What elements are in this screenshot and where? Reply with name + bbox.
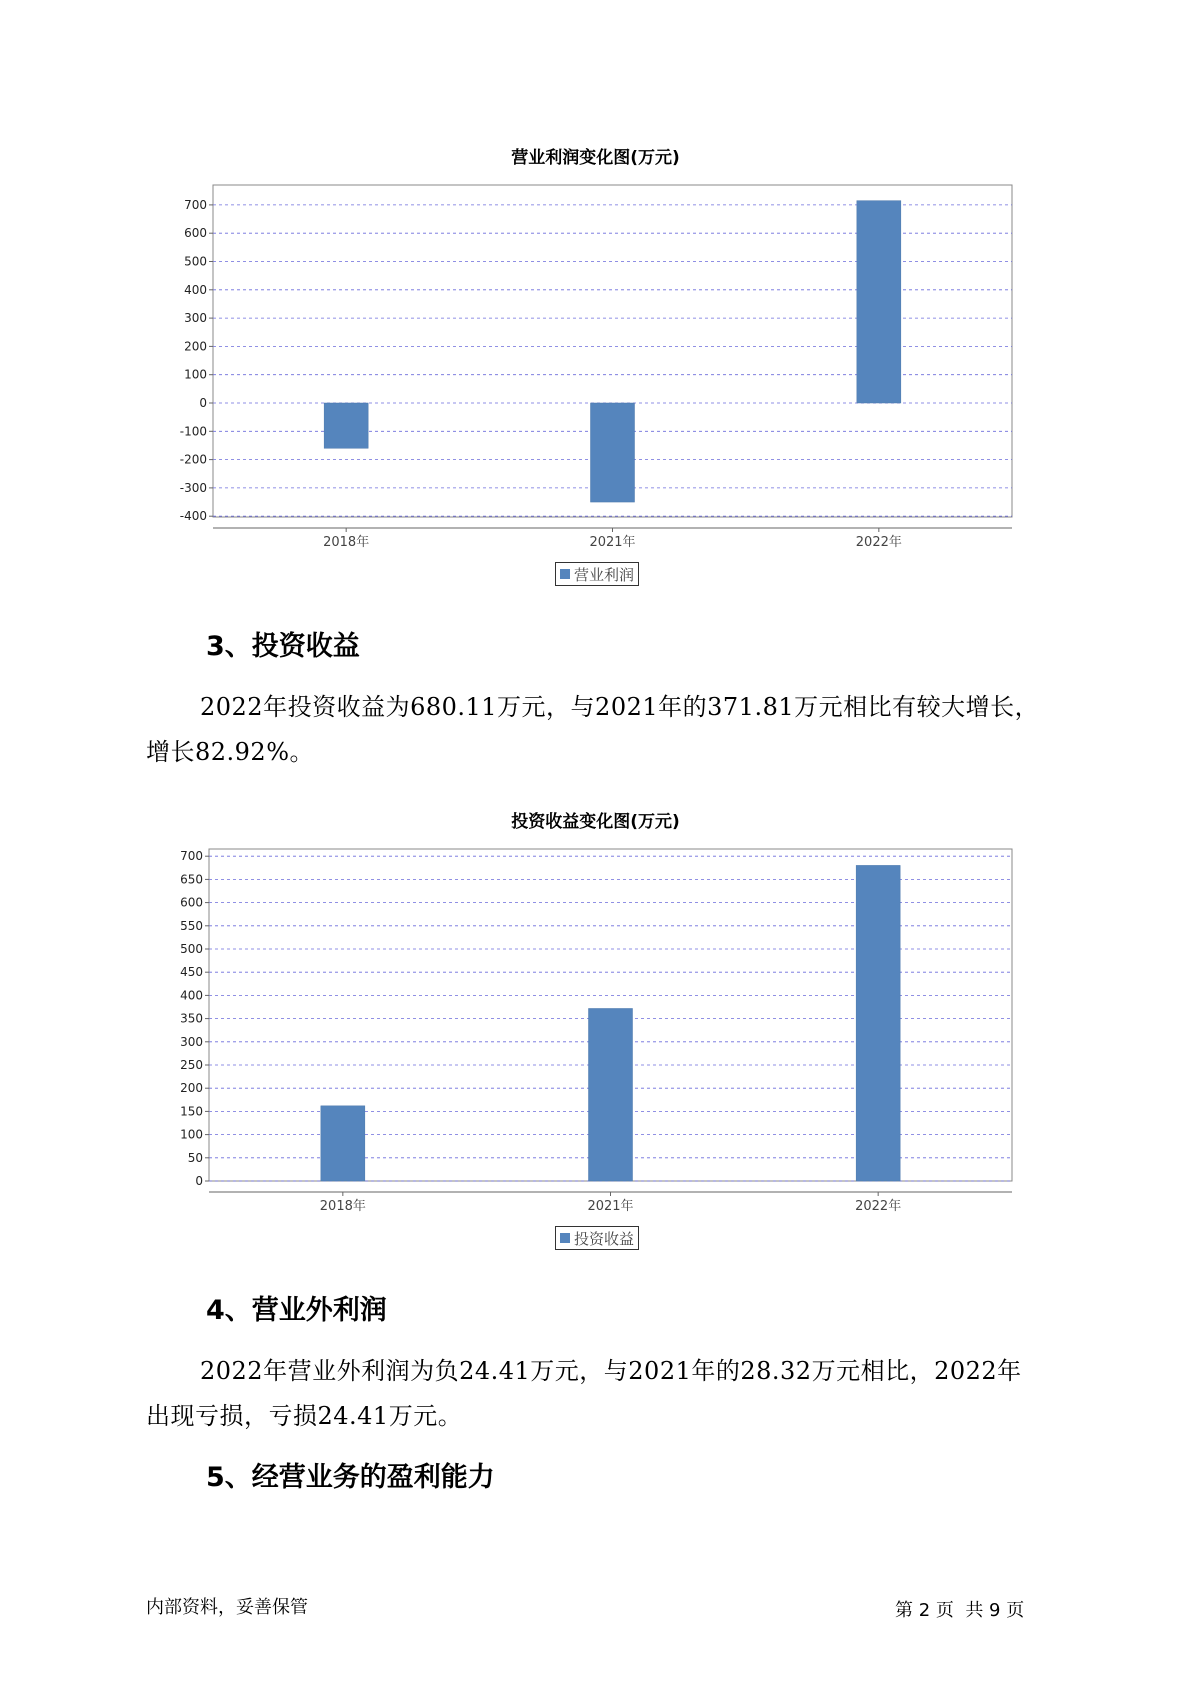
chart1-x-tick-label: 2018年 <box>323 535 370 550</box>
chart1-x-tick-label: 2021年 <box>589 535 636 550</box>
chart1-title: 营业利润变化图(万元) <box>511 148 680 168</box>
chart2-y-tick-label: 200 <box>180 1081 203 1096</box>
chart1-y-tick-label: 100 <box>184 367 207 382</box>
chart1-y-tick-label: -100 <box>179 424 207 439</box>
chart2-y-tick-label: 400 <box>180 988 203 1003</box>
chart2-legend <box>555 1226 639 1250</box>
section5-heading: 5、经营业务的盈利能力 <box>206 1462 495 1493</box>
chart2-title: 投资收益变化图(万元) <box>511 812 680 832</box>
chart2-y-tick-label: 700 <box>180 849 203 864</box>
section3-heading: 3、投资收益 <box>206 631 360 662</box>
chart2-y-tick-label: 500 <box>180 942 203 956</box>
chart1-y-tick-label: 700 <box>184 197 207 212</box>
chart1-y-tick-label: -200 <box>179 452 207 467</box>
chart1-y-tick-label: 300 <box>184 311 207 326</box>
chart2-y-tick-label: 0 <box>195 1174 203 1188</box>
footer-page-number: 第 2 页 共 9 页 <box>895 1600 1025 1621</box>
chart1-y-tick-label: -300 <box>179 480 207 495</box>
section4-paragraph: 2022年营业外利润为负24.41万元，与2021年的28.32万元相比，2022年出现亏损，亏损24.41万元。 <box>146 1357 1022 1430</box>
chart2-y-tick-label: 250 <box>180 1058 203 1072</box>
footer-confidential-note: 内部资料，妥善保管 <box>146 1597 308 1618</box>
chart2-bar-2022年 <box>856 865 900 1181</box>
section4-heading: 4、营业外利润 <box>206 1295 387 1326</box>
chart1-y-tick-label: -400 <box>179 509 207 524</box>
chart1-y-tick-label: 600 <box>184 226 207 241</box>
chart2-x-tick-label: 2022年 <box>855 1199 902 1214</box>
chart1-x-tick-label: 2022年 <box>855 535 902 550</box>
section3-paragraph: 2022年投资收益为680.11万元，与2021年的371.81万元相比有较大增长，增长82.92%。 <box>146 693 1040 766</box>
chart1-y-tick-label: 400 <box>184 282 207 297</box>
chart2-x-tick-label: 2021年 <box>587 1199 634 1214</box>
chart2-y-tick-label: 100 <box>180 1127 203 1142</box>
chart2-y-tick-label: 600 <box>180 895 203 910</box>
legend-swatch <box>560 1233 570 1243</box>
chart2-legend-label: 投资收益 <box>574 1229 635 1248</box>
chart1-y-tick-label: 200 <box>184 339 207 354</box>
chart2-bar-2018年 <box>321 1106 365 1181</box>
chart2-y-tick-label: 150 <box>180 1104 203 1119</box>
chart1-y-tick-label: 500 <box>184 254 207 269</box>
chart2-y-tick-label: 300 <box>180 1034 203 1049</box>
chart2-y-tick-label: 450 <box>180 965 203 980</box>
chart2-bar-2021年 <box>589 1008 633 1181</box>
chart2-y-tick-label: 550 <box>180 918 203 933</box>
chart2-y-tick-label: 350 <box>180 1011 203 1026</box>
chart1-y-tick-label: 0 <box>199 396 207 410</box>
chart2-x-tick-label: 2018年 <box>319 1199 366 1214</box>
chart2-y-tick-label: 650 <box>180 872 203 887</box>
chart1-legend-label: 营业利润 <box>574 565 635 584</box>
chart2-y-tick-label: 50 <box>187 1150 203 1165</box>
